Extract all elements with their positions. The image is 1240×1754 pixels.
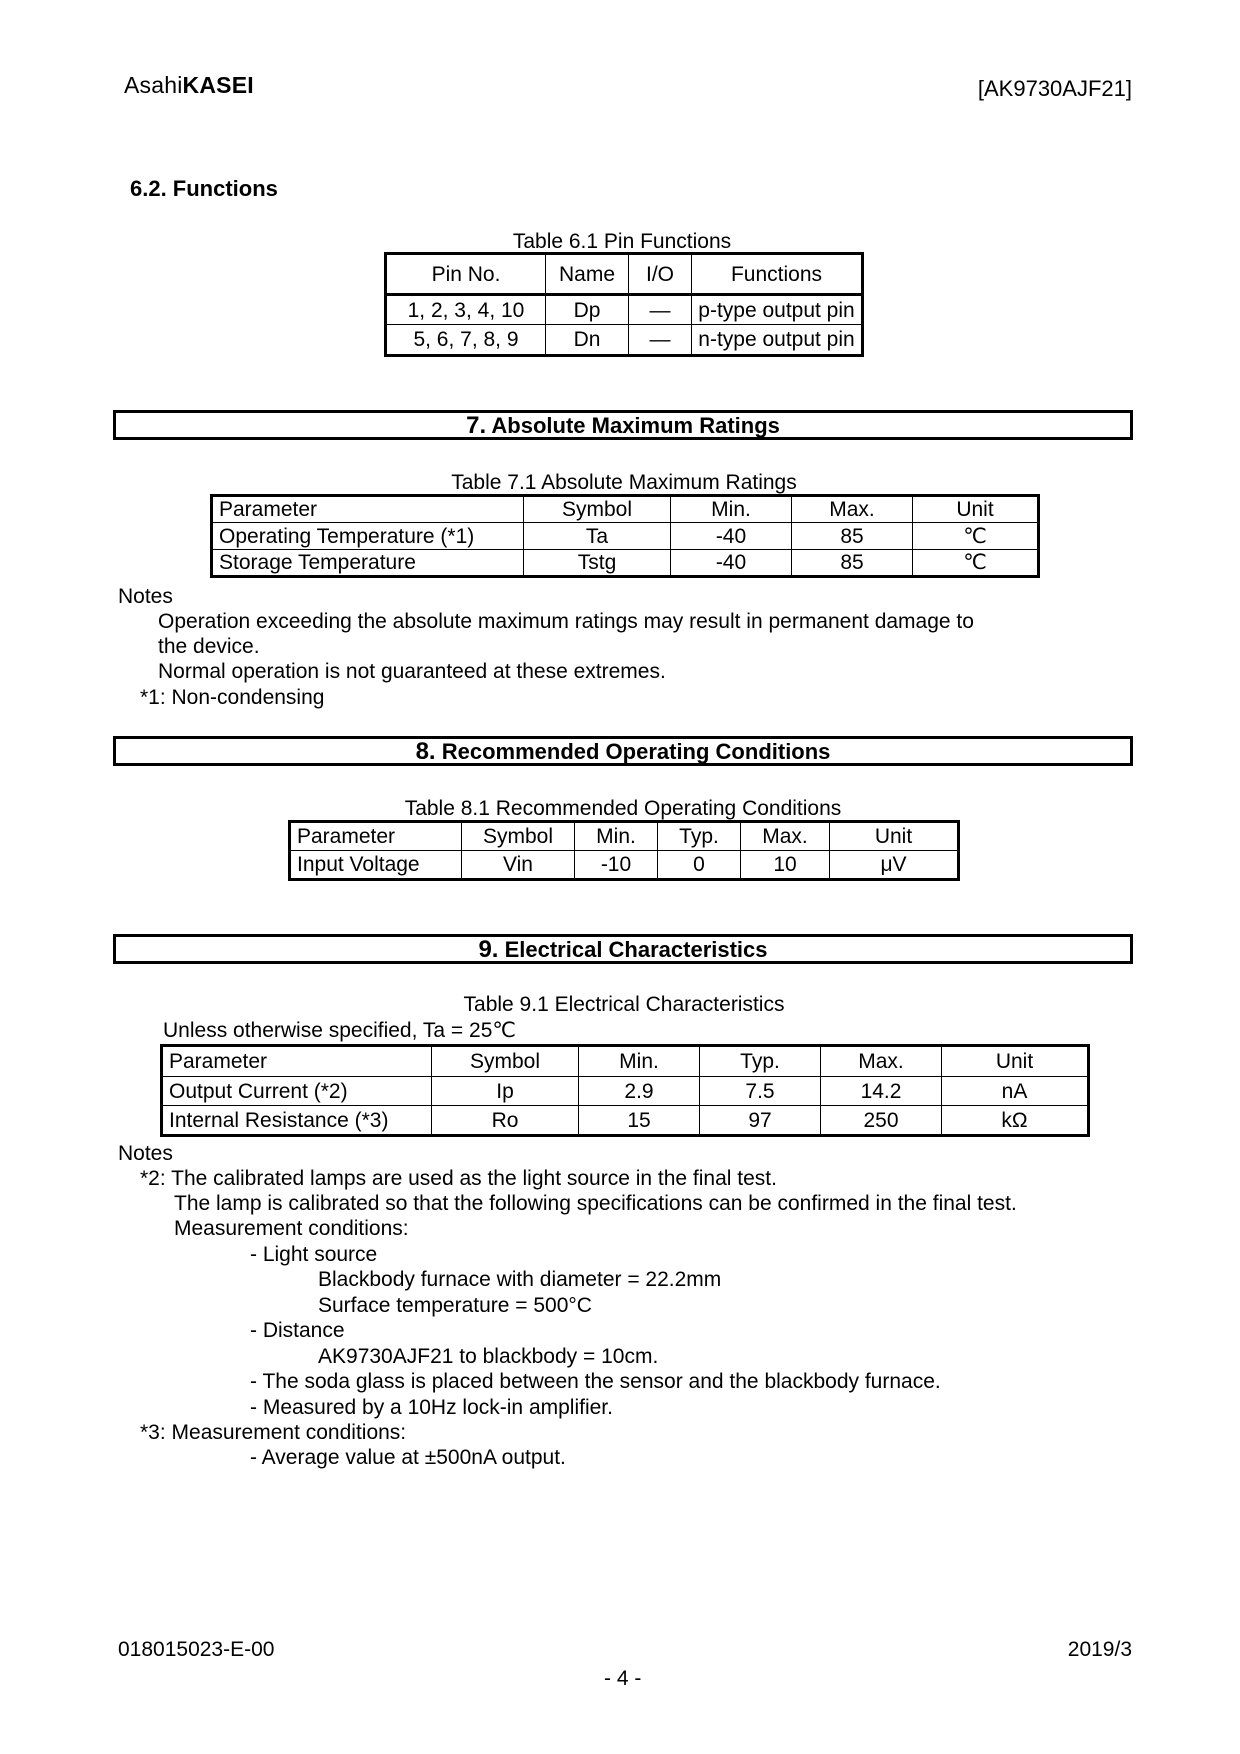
- table-row: [387, 325, 862, 355]
- section-9-banner: [113, 934, 1133, 964]
- note-line: *2: The calibrated lamps are used as the light source in the final test.: [140, 1167, 777, 1190]
- col-header: Parameter: [163, 1047, 432, 1077]
- table-cell: 0: [658, 851, 741, 879]
- table-cell: -40: [671, 523, 792, 550]
- table-row: [163, 1106, 1088, 1135]
- table-cell: —: [629, 325, 692, 355]
- table-6-1-caption: Table 6.1 Pin Functions: [512, 230, 732, 253]
- col-header: Max.: [792, 497, 913, 523]
- table-cell: 250: [821, 1106, 942, 1135]
- table-cell: ℃: [913, 550, 1038, 576]
- col-header: Min.: [671, 497, 792, 523]
- footer-page-number: - 4 -: [604, 1667, 642, 1690]
- notes-label: Notes: [118, 1142, 173, 1165]
- table-cell: Output Current (*2): [163, 1077, 432, 1106]
- table-cell: μV: [830, 851, 958, 879]
- table-9-1-caption: Table 9.1 Electrical Characteristics: [463, 993, 785, 1016]
- note-line: The lamp is calibrated so that the following specifications can be confirmed in the final test.: [174, 1192, 1017, 1215]
- col-header: Parameter: [213, 497, 524, 523]
- note-line: Normal operation is not guaranteed at these extremes.: [158, 660, 666, 683]
- table-cell: 14.2: [821, 1077, 942, 1106]
- col-header: Unit: [913, 497, 1038, 523]
- note-line: Measurement conditions:: [174, 1217, 409, 1240]
- section-number: 8.: [415, 738, 436, 765]
- note-line: Surface temperature = 500°C: [318, 1294, 592, 1317]
- absolute-max-ratings-table: [212, 496, 1038, 576]
- table-cell: Dp: [546, 295, 629, 325]
- note-line: - The soda glass is placed between the sensor and the blackbody furnace.: [250, 1370, 941, 1393]
- logo-bold-text: KASEI: [182, 72, 254, 98]
- note-line: - Average value at ±500nA output.: [250, 1446, 566, 1469]
- table-cell: 1, 2, 3, 4, 10: [387, 295, 546, 325]
- table-header-row: [291, 823, 958, 851]
- col-header: Pin No.: [387, 255, 546, 295]
- table-row: [387, 295, 862, 325]
- document-id: [AK9730AJF21]: [977, 76, 1132, 101]
- section-8-banner: [113, 736, 1133, 766]
- table-cell: -10: [575, 851, 658, 879]
- col-header: Unit: [830, 823, 958, 851]
- section-number: 9.: [478, 936, 499, 963]
- table-cell: Vin: [462, 851, 575, 879]
- table-cell: Internal Resistance (*3): [163, 1106, 432, 1135]
- note-line: the device.: [158, 635, 260, 658]
- footer-date: 2019/3: [1067, 1638, 1132, 1661]
- table-cell: p-type output pin: [692, 295, 862, 325]
- table-cell: Storage Temperature: [213, 550, 524, 576]
- table-8-1-caption: Table 8.1 Recommended Operating Conditions: [404, 797, 842, 820]
- note-line: AK9730AJF21 to blackbody = 10cm.: [318, 1345, 659, 1368]
- col-header: I/O: [629, 255, 692, 295]
- table-cell: 7.5: [700, 1077, 821, 1106]
- table-cell: 15: [579, 1106, 700, 1135]
- notes-label: Notes: [118, 585, 173, 608]
- col-header: Typ.: [658, 823, 741, 851]
- table-header-row: [213, 497, 1038, 523]
- col-header: Name: [546, 255, 629, 295]
- col-header: Symbol: [462, 823, 575, 851]
- note-line: *1: Non-condensing: [140, 686, 325, 709]
- col-header: Min.: [579, 1047, 700, 1077]
- electrical-characteristics-table: [162, 1046, 1088, 1135]
- table-condition: Unless otherwise specified, Ta = 25℃: [163, 1019, 516, 1042]
- table-cell: 85: [792, 550, 913, 576]
- col-header: Max.: [741, 823, 830, 851]
- recommended-conditions-table: [290, 822, 958, 879]
- table-cell: Ro: [432, 1106, 579, 1135]
- note-line: - Measured by a 10Hz lock-in amplifier.: [250, 1396, 613, 1419]
- table-cell: 2.9: [579, 1077, 700, 1106]
- table-cell: ℃: [913, 523, 1038, 550]
- table-7-1-caption: Table 7.1 Absolute Maximum Ratings: [451, 471, 797, 494]
- table-cell: Operating Temperature (*1): [213, 523, 524, 550]
- note-line: Operation exceeding the absolute maximum ratings may result in permanent damage to: [158, 610, 974, 633]
- col-header: Functions: [692, 255, 862, 295]
- table-cell: Ta: [524, 523, 671, 550]
- col-header: Symbol: [524, 497, 671, 523]
- table-cell: Input Voltage: [291, 851, 462, 879]
- col-header: Typ.: [700, 1047, 821, 1077]
- col-header: Unit: [942, 1047, 1088, 1077]
- section-number: 7.: [466, 412, 487, 439]
- pin-functions-table: [386, 254, 862, 355]
- table-cell: -40: [671, 550, 792, 576]
- table-cell: —: [629, 295, 692, 325]
- note-line: *3: Measurement conditions:: [140, 1421, 407, 1444]
- table-cell: nA: [942, 1077, 1088, 1106]
- section-6-2-title: 6.2. Functions: [130, 176, 278, 201]
- table-cell: kΩ: [942, 1106, 1088, 1135]
- table-row: [213, 550, 1038, 576]
- footer-doc-number: 018015023-E-00: [118, 1638, 275, 1661]
- table-header-row: [163, 1047, 1088, 1077]
- company-logo: [124, 72, 254, 99]
- section-7-banner: [113, 410, 1133, 440]
- table-row: [163, 1077, 1088, 1106]
- note-line: Blackbody furnace with diameter = 22.2mm: [318, 1268, 722, 1291]
- table-row: [213, 523, 1038, 550]
- logo-light-text: Asahi: [124, 72, 183, 98]
- col-header: Min.: [575, 823, 658, 851]
- col-header: Max.: [821, 1047, 942, 1077]
- note-line: - Distance: [250, 1319, 345, 1342]
- col-header: Parameter: [291, 823, 462, 851]
- table-cell: 10: [741, 851, 830, 879]
- table-row: [291, 851, 958, 879]
- table-cell: 97: [700, 1106, 821, 1135]
- table-cell: Ip: [432, 1077, 579, 1106]
- table-cell: 5, 6, 7, 8, 9: [387, 325, 546, 355]
- table-header-row: [387, 255, 862, 295]
- table-cell: n-type output pin: [692, 325, 862, 355]
- section-title: Electrical Characteristics: [504, 937, 768, 962]
- table-cell: Dn: [546, 325, 629, 355]
- table-cell: Tstg: [524, 550, 671, 576]
- col-header: Symbol: [432, 1047, 579, 1077]
- section-title: Recommended Operating Conditions: [441, 739, 831, 764]
- note-line: - Light source: [250, 1243, 378, 1266]
- section-title: Absolute Maximum Ratings: [491, 413, 780, 438]
- table-cell: 85: [792, 523, 913, 550]
